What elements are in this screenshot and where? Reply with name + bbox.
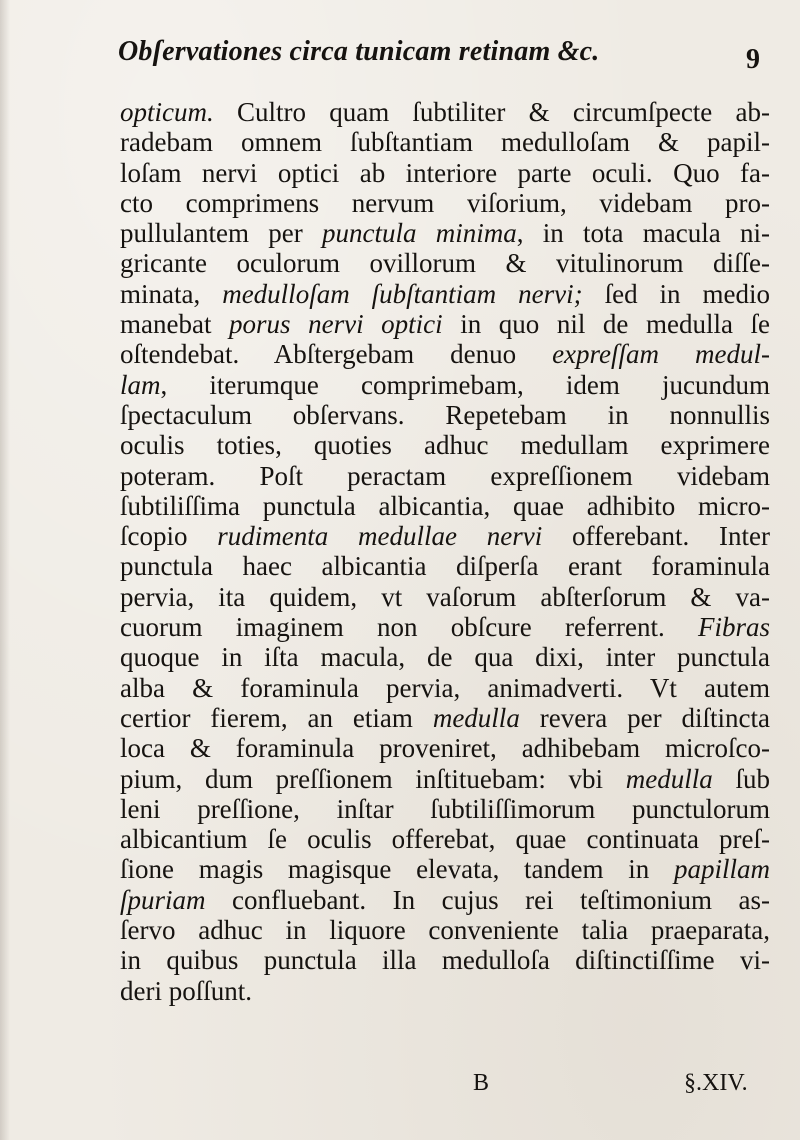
- italic-phrase: Fibras: [697, 612, 770, 643]
- text-line: [120, 885, 770, 915]
- text-segment: pervia, ita quidem, vt vaſorum abſterſorum & va-: [120, 581, 770, 612]
- text-line: [120, 248, 770, 278]
- text-segment: ſed in medio: [582, 278, 770, 309]
- text-line: [120, 97, 770, 127]
- text-line: [120, 339, 770, 369]
- italic-phrase: lam: [120, 369, 161, 400]
- text-line: [120, 430, 770, 460]
- signature-mark: B: [473, 1070, 490, 1096]
- text-line: [120, 491, 770, 521]
- italic-phrase: ſpuriam: [120, 884, 206, 915]
- text-segment: cuorum imaginem non obſcure referrent.: [120, 612, 698, 643]
- text-segment: loſam nervi optici ab interiore parte oculi. Quo fa-: [120, 157, 770, 188]
- text-segment: ſpectaculum obſervans. Repetebam in nonnullis: [120, 399, 770, 430]
- text-segment: oculis toties, quoties adhuc medullam exprimere: [120, 430, 770, 461]
- text-segment: revera per diſtincta: [519, 702, 770, 733]
- text-segment: ſcopio: [120, 521, 218, 552]
- text-line: [120, 915, 770, 945]
- catchword: §.XIV.: [684, 1070, 748, 1096]
- text-segment: confluebant. In cujus rei teſtimonium as-: [205, 884, 770, 915]
- text-line: [120, 824, 770, 854]
- italic-phrase: opticum.: [120, 97, 214, 127]
- text-line: [120, 854, 770, 884]
- text-line: [120, 188, 770, 218]
- text-line: [120, 309, 770, 339]
- text-line: [120, 945, 770, 975]
- text-segment: in quo nil de medulla ſe: [442, 309, 770, 340]
- text-line: [120, 551, 770, 581]
- text-line: [120, 218, 770, 248]
- text-segment: ſione magis magisque elevata, tandem in: [120, 854, 674, 885]
- text-segment: albicantium ſe oculis offerebat, quae continuata preſ-: [120, 824, 770, 855]
- text-segment: in quibus punctula illa medulloſa diſtinctiſſime vi-: [120, 945, 770, 976]
- text-line: [120, 279, 770, 309]
- italic-phrase: papillam: [673, 854, 770, 885]
- text-line: [120, 158, 770, 188]
- text-segment: ſubtiliſſima punctula albicantia, quae adhibito micro-: [120, 490, 770, 521]
- text-line: [120, 370, 770, 400]
- page-gutter-shadow: [0, 0, 10, 1140]
- text-segment: pium, dum preſſionem inſtituebam: vbi: [120, 763, 626, 794]
- text-line: [120, 400, 770, 430]
- text-segment: deri poſſunt.: [120, 975, 252, 1006]
- text-line: [120, 642, 770, 672]
- italic-phrase: rudimenta medullae nervi: [217, 521, 543, 552]
- italic-phrase: medulla: [432, 702, 520, 733]
- text-segment: gricante oculorum ovillorum & vitulinorum diſſe-: [120, 248, 770, 279]
- text-line: [120, 703, 770, 733]
- text-segment: , in tota macula ni-: [516, 218, 770, 249]
- text-line: [120, 612, 770, 642]
- text-segment: offerebant. Inter: [542, 521, 770, 552]
- text-line: [120, 794, 770, 824]
- text-line: [120, 733, 770, 763]
- text-segment: radebam omnem ſubſtantiam medulloſam & papil-: [120, 127, 770, 158]
- text-segment: ſub: [712, 763, 770, 794]
- text-line: [120, 127, 770, 157]
- italic-phrase: medulloſam ſubſtantiam nervi;: [222, 278, 583, 309]
- italic-phrase: expreſſam medul-: [552, 339, 770, 370]
- text-segment: pullulantem per: [120, 218, 322, 249]
- text-segment: minata,: [120, 278, 223, 309]
- text-segment: punctula haec albicantia diſperſa erant foraminula: [120, 551, 770, 582]
- text-line: [120, 521, 770, 551]
- text-segment: certior fierem, an etiam: [120, 702, 433, 733]
- body-text: [120, 97, 770, 1006]
- text-segment: manebat: [120, 309, 230, 340]
- text-line: [120, 976, 770, 1006]
- text-segment: , iterumque comprimebam, idem jucundum: [160, 369, 770, 400]
- running-title: Obſervationes circa tunicam retinam &c.: [118, 36, 600, 67]
- text-segment: oſtendebat. Abſtergebam denuo: [120, 339, 553, 370]
- text-segment: cto comprimens nervum viſorium, videbam pro-: [120, 187, 770, 218]
- text-line: [120, 673, 770, 703]
- text-line: [120, 582, 770, 612]
- text-segment: quoque in iſta macula, de qua dixi, inter punctula: [120, 642, 770, 673]
- page-number: 9: [746, 44, 760, 75]
- text-segment: poteram. Poſt peractam expreſſionem videbam: [120, 460, 770, 491]
- text-segment: ſervo adhuc in liquore conveniente talia praeparata,: [120, 915, 770, 946]
- text-segment: alba & foraminula pervia, animadverti. Vt autem: [120, 672, 770, 703]
- italic-phrase: medulla: [625, 763, 713, 794]
- text-segment: loca & foraminula proveniret, adhibebam microſco-: [120, 733, 770, 764]
- italic-phrase: punctula minima: [321, 218, 517, 249]
- text-line: [120, 461, 770, 491]
- italic-phrase: porus nervi optici: [229, 309, 443, 340]
- text-line: [120, 764, 770, 794]
- text-segment: Cultro quam ſubtiliter & circumſpecte ab-: [213, 97, 770, 127]
- text-segment: leni preſſione, inſtar ſubtiliſſimorum punctulorum: [120, 793, 770, 824]
